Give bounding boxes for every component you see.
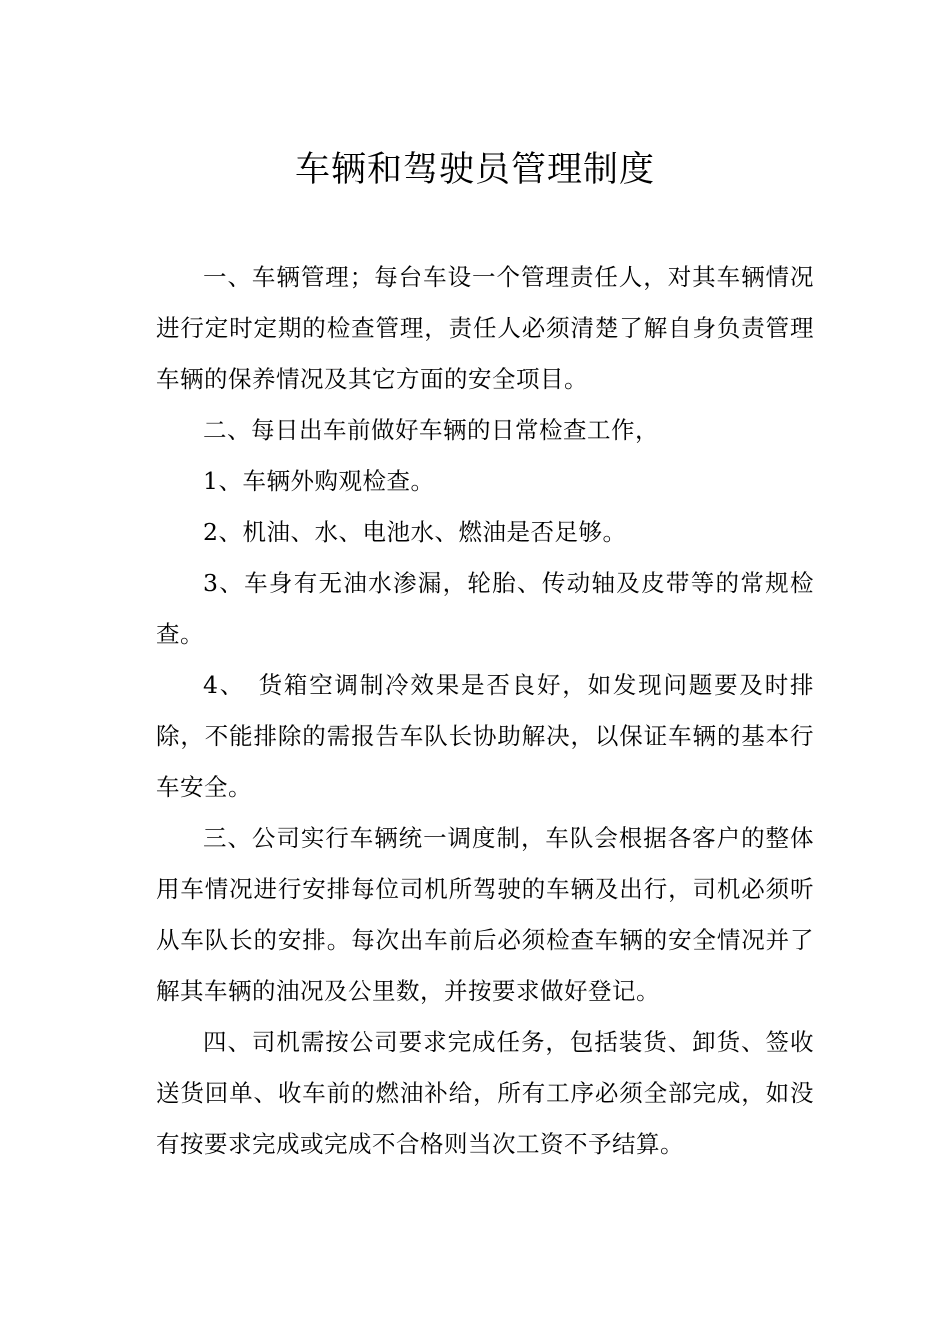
paragraph-item-3: 3、车身有无油水渗漏，轮胎、传动轴及皮带等的常规检查。 xyxy=(156,569,814,648)
paragraph-item-2: 2、机油、水、电池水、燃油是否足够。 xyxy=(203,518,627,546)
paragraph-daily-inspection: 二、每日出车前做好车辆的日常检查工作， xyxy=(203,416,659,444)
document-title: 车辆和驾驶员管理制度 xyxy=(294,150,655,190)
paragraph-driver-tasks: 四、司机需按公司要求完成任务，包括装货、卸货、签收送货回单、收车前的燃油补给，所有工序必须全部完成，如没有按要求完成或完成不合格则当次工资不予结算。 xyxy=(156,1028,814,1158)
document-body xyxy=(156,252,814,1170)
paragraph-item-4: 4、 货箱空调制冷效果是否良好，如发现问题要及时排除，不能排除的需报告车队长协助解决，以保证车辆的基本行车安全。 xyxy=(156,671,814,801)
paragraph-vehicle-management: 一、车辆管理；每台车设一个管理责任人，对其车辆情况进行定时定期的检查管理，责任人必须清楚了解自身负责管理车辆的保养情况及其它方面的安全项目。 xyxy=(156,263,814,393)
paragraph-dispatch: 三、公司实行车辆统一调度制，车队会根据各客户的整体用车情况进行安排每位司机所驾驶的车辆及出行，司机必须听从车队长的安排。每次出车前后必须检查车辆的安全情况并了解其车辆的油况及公里数，并按要求做好登记。 xyxy=(156,824,814,1005)
paragraph-item-1: 1、车辆外购观检查。 xyxy=(203,467,435,495)
